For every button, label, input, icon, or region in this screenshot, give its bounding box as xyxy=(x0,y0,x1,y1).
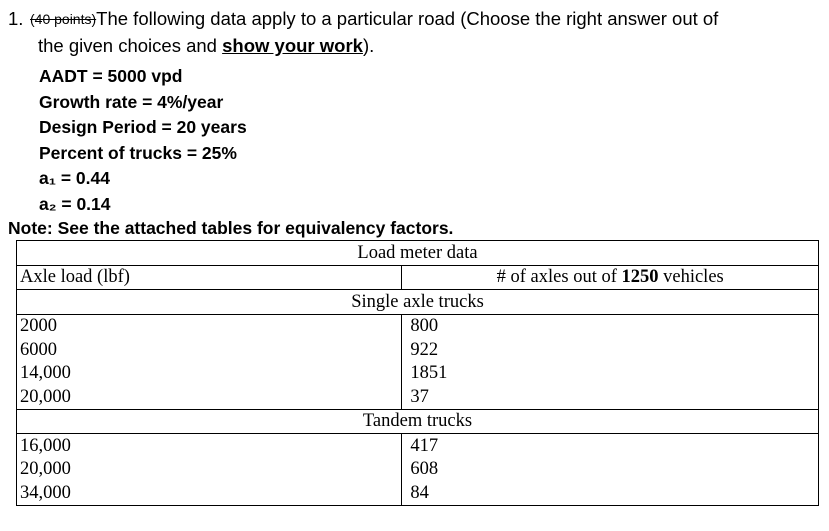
table-caption: Load meter data xyxy=(17,241,819,266)
given-data xyxy=(39,64,247,217)
a1-coefficient: a₁ = 0.44 xyxy=(39,168,110,188)
axle-load-cell: 14,000 xyxy=(17,362,402,386)
table-row xyxy=(17,314,819,338)
axle-load-cell: 6000 xyxy=(17,338,402,362)
load-meter-table xyxy=(16,240,819,506)
table-row xyxy=(17,362,819,386)
show-your-work: show your work xyxy=(222,35,363,56)
growth-rate: Growth rate = 4%/year xyxy=(39,91,224,112)
note: Note: See the attached tables for equivalency factors. xyxy=(8,218,454,238)
axle-count-cell: 37 xyxy=(402,385,819,409)
axle-count-cell: 1851 xyxy=(402,362,819,386)
axle-load-cell: 34,000 xyxy=(17,481,402,505)
header-axle-count-post: vehicles xyxy=(658,267,724,288)
header-axle-load: Axle load (lbf) xyxy=(17,265,402,290)
table-row xyxy=(17,481,819,505)
header-axle-count xyxy=(402,265,819,290)
axle-count-cell: 417 xyxy=(402,434,819,458)
axle-count-cell: 608 xyxy=(402,458,819,482)
header-axle-count-pre: # of axles out of xyxy=(496,267,622,288)
question-line-1-text: The following data apply to a particular road (Choose the right answer out of xyxy=(96,8,719,29)
question-text xyxy=(8,6,818,58)
axle-count-cell: 800 xyxy=(402,314,819,338)
axle-count-cell: 84 xyxy=(402,481,819,505)
aadt: AADT = 5000 vpd xyxy=(39,66,183,86)
section-title: Tandem trucks xyxy=(17,409,819,434)
table-header xyxy=(17,265,819,290)
a2-coefficient: a₂ = 0.14 xyxy=(39,193,111,214)
table-row xyxy=(17,338,819,362)
table-row xyxy=(17,434,819,458)
question-line-1 xyxy=(8,6,818,33)
section-title: Single axle trucks xyxy=(17,290,819,315)
question-line-2-pre: the given choices and xyxy=(38,35,223,56)
header-vehicle-count: 1250 xyxy=(621,267,659,288)
table-row xyxy=(17,385,819,409)
struck-points: (40 points) xyxy=(30,11,97,27)
axle-load-cell: 20,000 xyxy=(17,385,402,409)
axle-load-cell: 2000 xyxy=(17,314,402,338)
axle-count-cell: 922 xyxy=(402,338,819,362)
design-period: Design Period = 20 years xyxy=(39,117,247,137)
percent-trucks: Percent of trucks = 25% xyxy=(39,142,237,163)
table-row xyxy=(17,458,819,482)
axle-load-cell: 16,000 xyxy=(17,434,402,458)
question-line-2 xyxy=(8,33,818,58)
question-line-2-post: ). xyxy=(362,35,375,56)
question-number: 1. xyxy=(8,8,24,29)
axle-load-cell: 20,000 xyxy=(17,458,402,482)
